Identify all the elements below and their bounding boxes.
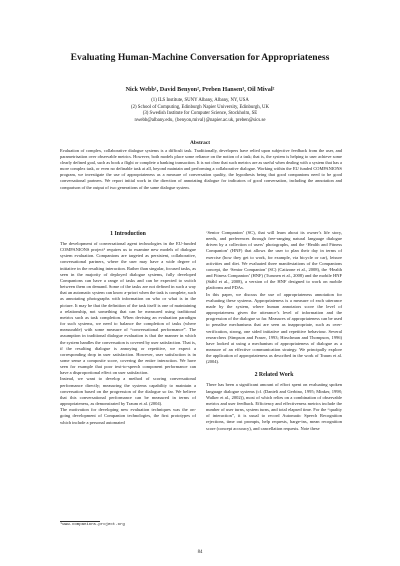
footnote-rule [60,521,100,522]
affiliation-1: (1) ILS Institute, SUNY Albany, Albany, NY, USA [151,98,249,103]
intro-continued-paragraph-2: In this paper, we discuss the use of appropriateness annotation for evaluating these systems. Appropriateness is a measure of each utterance made by the system, where human annotators score the level of appropriateness given the utterance’s level of information and the progression of the dialogue so far. Measures of appropriateness can be used to penalise mechanisms that are seen as inappropriate, such as over-verification, strong, one sided initiative and repetitive behaviour. Several researchers (Simpson and Fraser, 1993; Hirschman and Thompson, 1996) have looked at using a mechanism of appropriateness of dialogue as a measure of an effective communication strategy. We principally explore the application of appropriateness as described in the work of Traum et al. (2004). [206,291,342,365]
author-emails: nwebb@albany.edu, {benyon,mival}@napier.ac.uk, preben@sics.se [134,117,266,123]
intro-paragraph-3: The motivation for developing new evaluation techniques was the on-going development of Companion technologies, the first prototypes of which include a personal automated [60,407,196,425]
intro-paragraph-2: Instead, we want to develop a method of scoring conversational performance directly; measuring the systems capability to maintain a conversation based on the progression of the dialogue so far. We believe that this conversational performance can be measured in terms of appropriateness, as demonstrated by Traum et al. (2004). [60,376,196,407]
footnote-url: ¹www.companions-project.org [60,523,125,527]
affiliation-2: (2) School of Computing, Edinburgh Napier University, Edinburgh, UK [131,104,269,110]
intro-continued-paragraph-1: ‘Senior Companion’ (SC), that will learn about its owner’s life story, needs, and preferences through free-ranging natural language dialogue driven by a collection of users’ photographs, and the ‘Health and Fitness Companion’ (HNF) that allows the user to plan their day in terms of exercise (how they get to work, for example, via bicycle or car), leisure activities and diet. We evaluated three manifestations of the Companions concept, the ‘Senior Companion’ (SC) (Catizone et al., 2008), the ‘Health and Fitness Companion’ (HNF) (Turunen et al., 2008) and the mobile HNF (Ståhl et al., 2008), a version of the HNF designed to work on mobile platforms and PDAs. [206,230,342,291]
abstract-text: Evaluation of complex, collaborative dialogue systems is a difficult task. Traditionally, developers have relied upon subjective feedback from the user, and parametrisation over observable metrics. However, both models place some reliance on the notion of a task; that is, the system is helping to user achieve some clearly defined goal, such as book a flight or complete a banking transaction. It is not clear that such metrics are as useful when dealing with a system that has a more complex task, or even no definable task at all, beyond maintain and performing a collaborative dialogue. Working within the EU funded COMPANIONS program, we investigate the use of appropriateness as a measure of conversation quality, the hypothesis being that good companions need to be good conversational partners. We report initial work in the direction of annotating dialogue for indicators of good conversation, including the annotation and comparison of the output of two generations of the same dialogue system. [60,148,342,190]
section-heading-introduction: 1 Introduction [110,231,146,237]
paper-title: Evaluating Human-Machine Conversation for Appropriateness [70,52,330,63]
affiliation-3: (3) Swedish Institute for Computer Science, Stockholm, SE [142,111,258,117]
abstract-heading: Abstract [189,140,211,146]
left-column [60,230,196,426]
author-list: Nick Webb¹, David Benyon², Preben Hansen³, Oil Mival² [125,86,275,93]
affiliations [0,98,400,124]
right-column [206,230,342,432]
section-heading-related-work: 2 Related Work [254,372,294,379]
related-work-paragraph-1: There has been a significant amount of effort spent on evaluating spoken language dialogue systems (cf. (Danieli and Gerbino, 1995; Minker, 1998; Walker et al., 2002)), most of which relies on a combination of observable metrics and user feedback. Efficiency and effectiveness metrics include the number of user turns, system turns, and total elapsed time. For the “quality of interaction”, it is usual to record Automatic Speech Recognition rejections, time out prompts, help requests, barge-ins, mean recognition score (concept accuracy), and cancellation requests. Note these [206,382,342,431]
intro-paragraph-1: The development of conversational agent technologies in the EU-funded COMPANIONS project¹ requires us to examine new models of dialogue system evaluation. Companions are targeted as persistent, collaborative, conversational partners, where the user may have a wide degree of initiative in the resulting interaction. Rather than singular, focused tasks, as seen in the majority of deployed dialogue systems, fully developed Companions can have a range of tasks and can be expected to switch between them on demand. Some of the tasks are not defined in such a way that an automatic system can know a-priori when the task is complete, such as annotating photographs with information on who or what is in the picture. It may be that the definition of the task itself is one of maintaining a relationship, not something that can be measured using traditional metrics such as task completion. When devising an evaluation paradigm for such systems, we need to balance the completion of tasks (where measurable) with some measure of “conversational performance”. The assumption in traditional dialogue evaluation is that the manner in which the system handles the conversation is covered by user satisfaction. That is, if the resulting dialogue is annoying or repetitive, we expect a corresponding drop in user satisfaction. However, user satisfaction is in some sense a composite score, covering the entire interaction. We have seen for example that poor text-to-speech component performance can have a disproportional effect on user satisfaction. [60,241,196,376]
page-number: 84 [197,550,203,555]
